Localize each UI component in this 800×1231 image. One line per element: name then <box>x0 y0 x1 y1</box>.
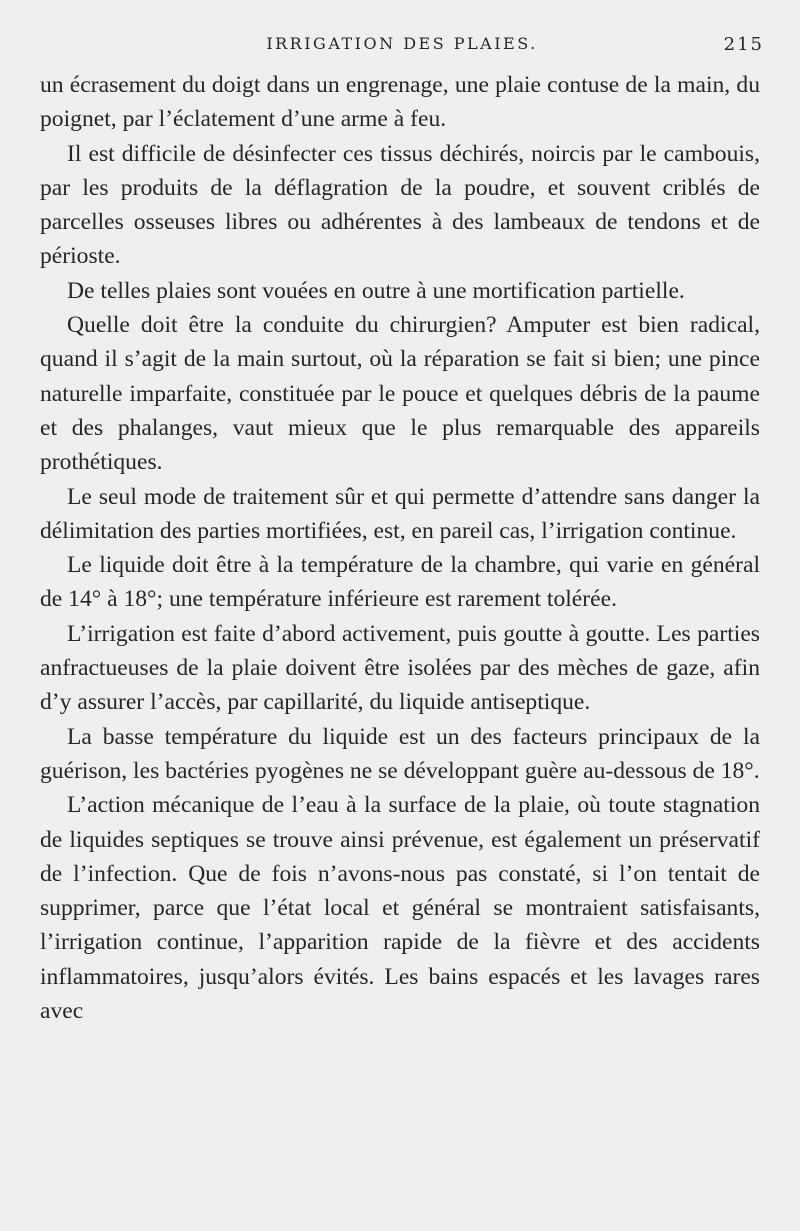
paragraph: L’irrigation est faite d’abord activement, puis goutte à goutte. Les parties anfractueuses de la plaie doivent être isolées par des mèches de gaze, afin d’y assurer l’accès, par capillarité, du liquide antiseptique. <box>40 620 760 716</box>
paragraph: Le seul mode de traitement sûr et qui permette d’attendre sans danger la délimitation des parties mortifiées, est, en pareil cas, l’irrigation continue. <box>40 483 760 544</box>
paragraph: De telles plaies sont vouées en outre à une mortification partielle. <box>67 277 685 304</box>
paragraph: L’action mécanique de l’eau à la surface de la plaie, où toute stagnation de liquides septiques se trouve ainsi prévenue, est également un préservatif de l’infection. Que de fois n’avons-nous pas constaté, si l’on tentait de supprimer, parce que l’état local et général se montraient satisfaisants, l’irrigation continue, l’apparition rapide de la fièvre et des accidents inflammatoires, jusqu’alors évités. Les bains espacés et les lavages rares avec <box>40 792 760 1025</box>
page-number: 215 <box>723 34 764 55</box>
paragraph: un écrasement du doigt dans un engrenage, une plaie contuse de la main, du poignet, par l’éclatement d’une arme à feu. <box>40 72 760 133</box>
paragraph: La basse température du liquide est un des facteurs principaux de la guérison, les bactéries pyogènes ne se développant guère au-dessous de 18°. <box>40 723 760 784</box>
running-title: IRRIGATION DES PLAIES. <box>266 34 538 53</box>
paragraph: Le liquide doit être à la température de la chambre, qui varie en général de 14° à 18°; une température inférieure est rarement tolérée. <box>40 552 760 613</box>
running-header <box>40 28 764 58</box>
paragraph: Quelle doit être la conduite du chirurgien? Amputer est bien radical, quand il s’agit de la main surtout, où la réparation se fait si bien; une pince naturelle imparfaite, constituée par le pouce et quelques débris de la paume et des phalanges, vaut mieux que le plus remarquable des appareils prothétiques. <box>40 312 760 476</box>
paragraph: Il est difficile de désinfecter ces tissus déchirés, noircis par le cambouis, par les produits de la déflagration de la poudre, et souvent criblés de parcelles osseuses libres ou adhérentes à des lambeaux de tendons et de périoste. <box>40 140 760 270</box>
body-text <box>40 68 760 1028</box>
